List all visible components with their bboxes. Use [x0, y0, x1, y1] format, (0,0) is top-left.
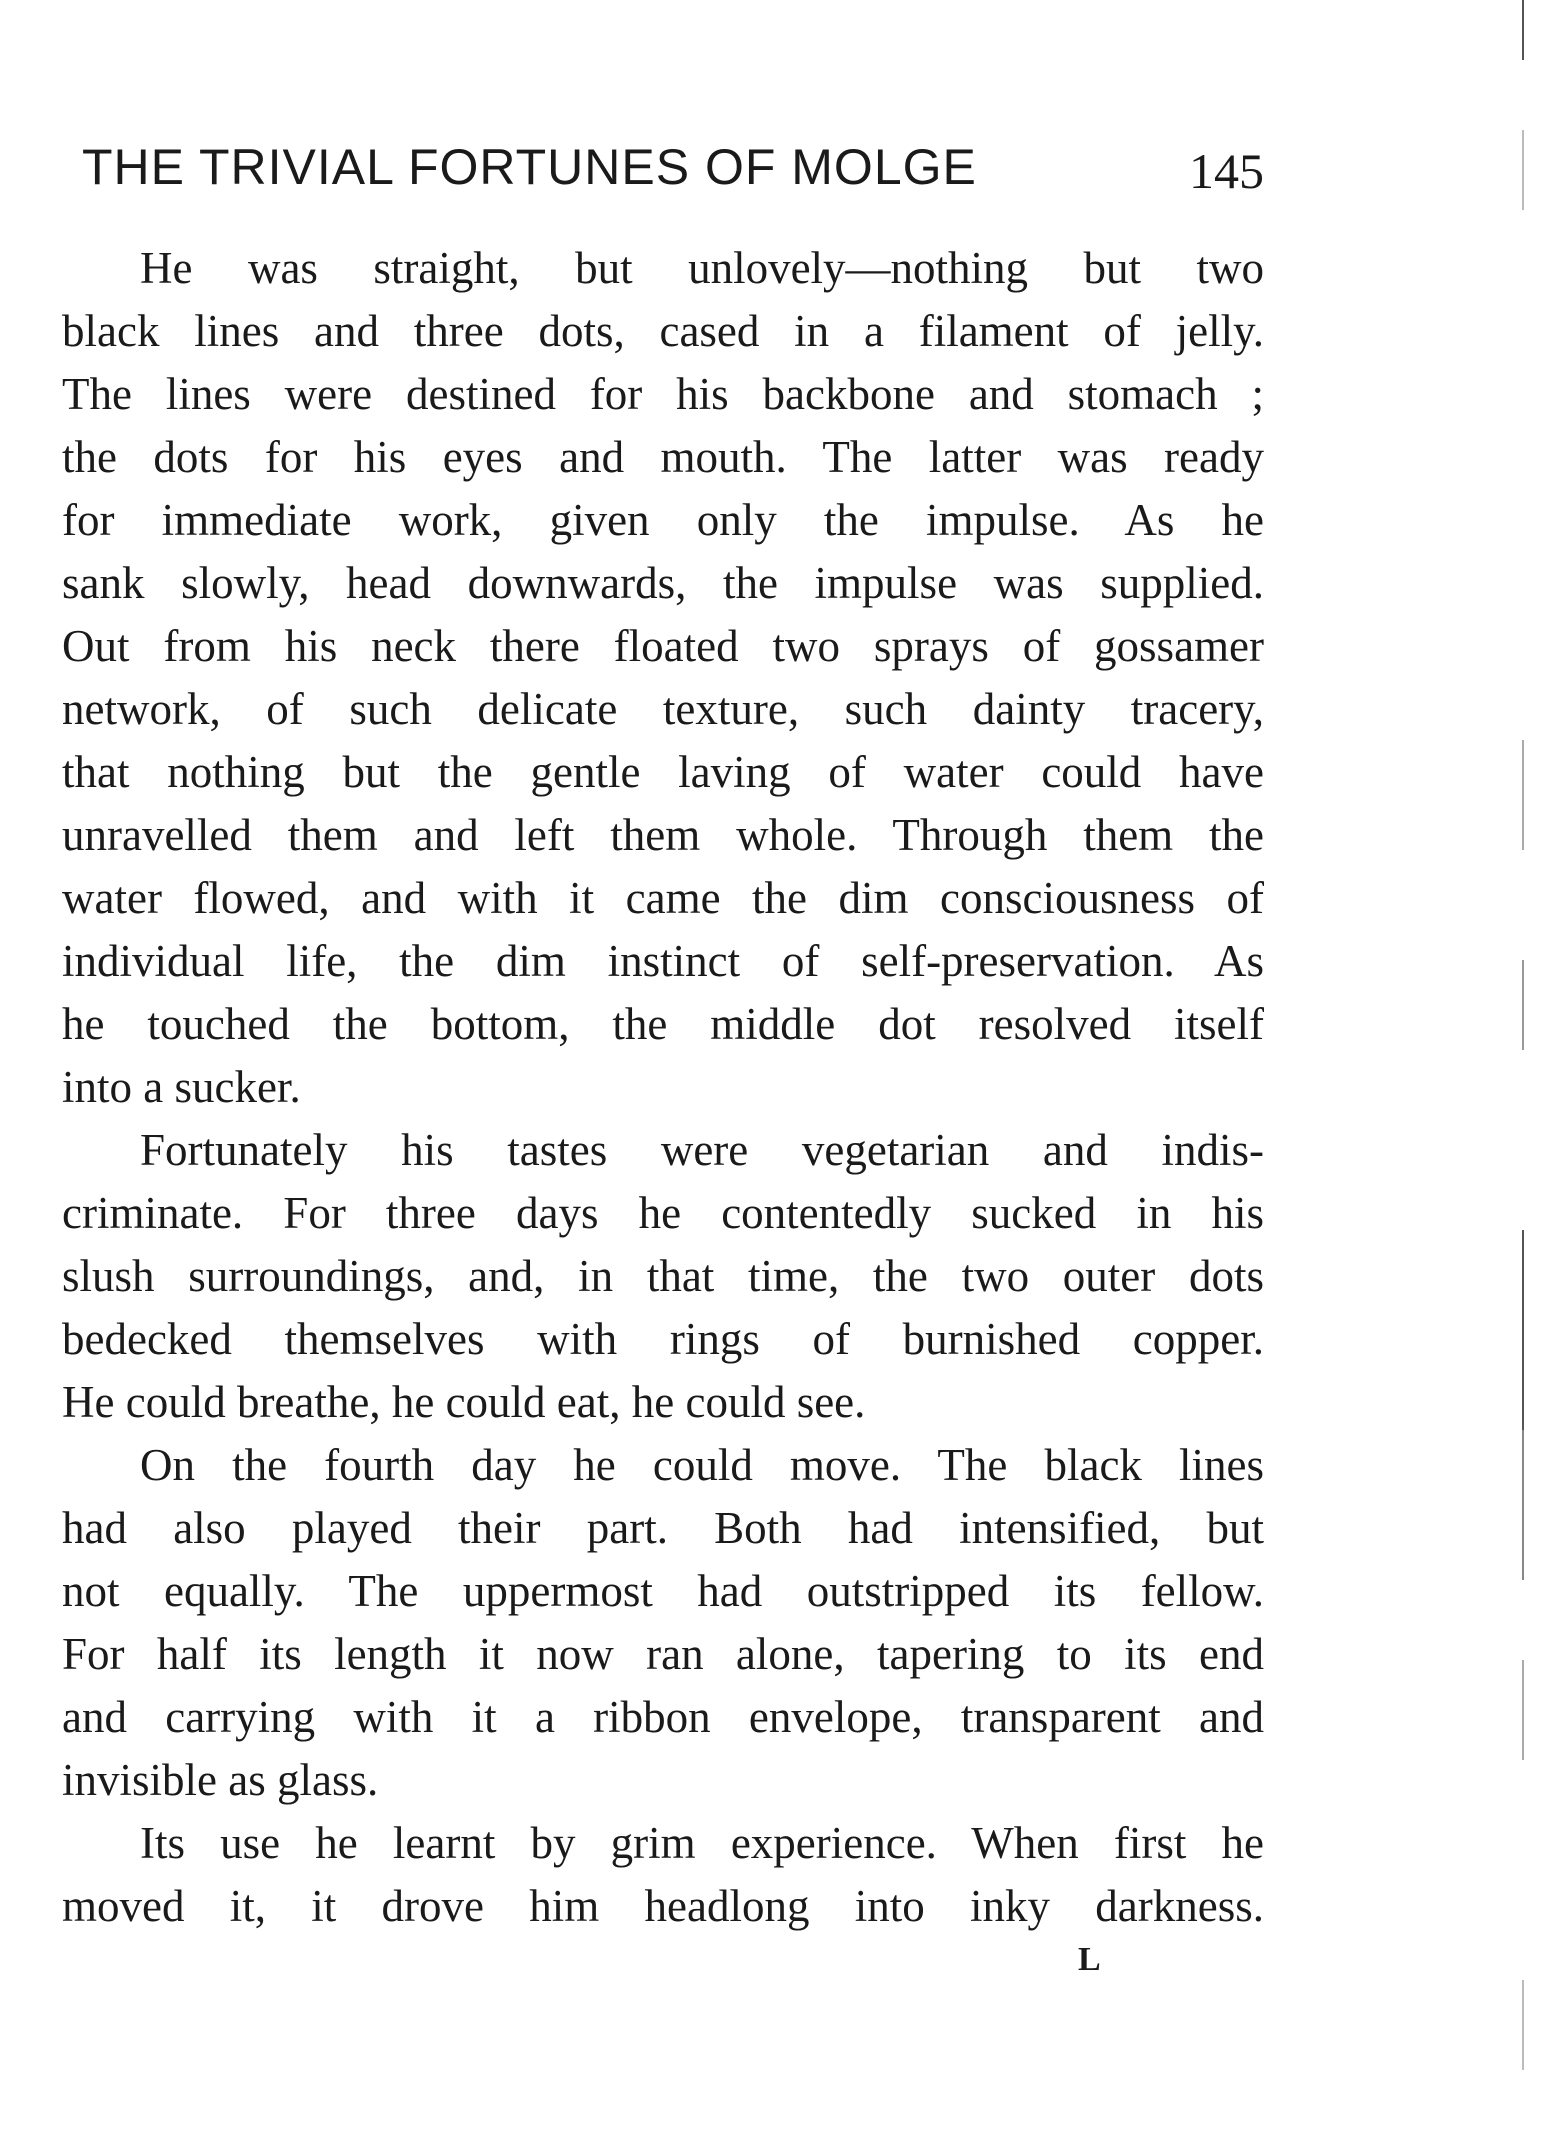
text-line: and carrying with it a ribbon envelope, transparent and	[62, 1692, 1264, 1742]
text-line: he touched the bottom, the middle dot resolved itself	[62, 999, 1264, 1049]
text-line: that nothing but the gentle laving of water could have	[62, 747, 1264, 797]
signature-mark: L	[1078, 1941, 1101, 1978]
text-line: He could breathe, he could eat, he could see.	[62, 1377, 866, 1427]
text-line: had also played their part. Both had intensified, but	[62, 1503, 1264, 1553]
text-line: the dots for his eyes and mouth. The latter was ready	[62, 432, 1264, 482]
edge-mark	[1522, 740, 1524, 850]
text-line: bedecked themselves with rings of burnished copper.	[62, 1314, 1264, 1364]
page-edge-scan-marks	[1520, 0, 1528, 2154]
edge-mark	[1522, 1660, 1524, 1760]
text-line: sank slowly, head downwards, the impulse was supplied.	[62, 558, 1264, 608]
text-line: Out from his neck there floated two sprays of gossamer	[62, 621, 1264, 671]
text-line: not equally. The uppermost had outstripped its fellow.	[62, 1566, 1264, 1616]
text-line: slush surroundings, and, in that time, the two outer dots	[62, 1251, 1264, 1301]
paragraph-3	[62, 1434, 1264, 1812]
edge-mark	[1522, 130, 1524, 210]
body-text	[62, 237, 1264, 1938]
text-line: He was straight, but unlovely—nothing but two	[140, 243, 1264, 293]
text-line: Fortunately his tastes were vegetarian and indis-	[140, 1125, 1264, 1175]
edge-mark	[1522, 1980, 1524, 2070]
running-title: THE TRIVIAL FORTUNES OF MOLGE	[82, 139, 977, 195]
text-line: The lines were destined for his backbone and stomach ;	[62, 369, 1264, 419]
text-line: criminate. For three days he contentedly sucked in his	[62, 1188, 1264, 1238]
paragraph-2	[62, 1119, 1264, 1434]
text-line: for immediate work, given only the impulse. As he	[62, 495, 1264, 545]
page-number: 145	[1189, 143, 1264, 199]
edge-mark	[1522, 960, 1524, 1050]
text-line: water flowed, and with it came the dim consciousness of	[62, 873, 1264, 923]
text-line: invisible as glass.	[62, 1755, 379, 1805]
edge-mark	[1522, 1380, 1524, 1580]
text-line: For half its length it now ran alone, tapering to its end	[62, 1629, 1264, 1679]
edge-mark	[1522, 0, 1524, 60]
text-line: Its use he learnt by grim experience. When first he	[140, 1818, 1264, 1868]
text-line: On the fourth day he could move. The black lines	[140, 1440, 1264, 1490]
text-line: network, of such delicate texture, such dainty tracery,	[62, 684, 1264, 734]
text-line: into a sucker.	[62, 1062, 301, 1112]
paragraph-1	[62, 237, 1264, 1119]
paragraph-4	[62, 1812, 1264, 1938]
text-line: moved it, it drove him headlong into inky darkness.	[62, 1881, 1264, 1931]
text-line: unravelled them and left them whole. Through them the	[62, 810, 1264, 860]
text-line: individual life, the dim instinct of self-preservation. As	[62, 936, 1264, 986]
page-header	[82, 132, 1264, 202]
text-line: black lines and three dots, cased in a filament of jelly.	[62, 306, 1264, 356]
